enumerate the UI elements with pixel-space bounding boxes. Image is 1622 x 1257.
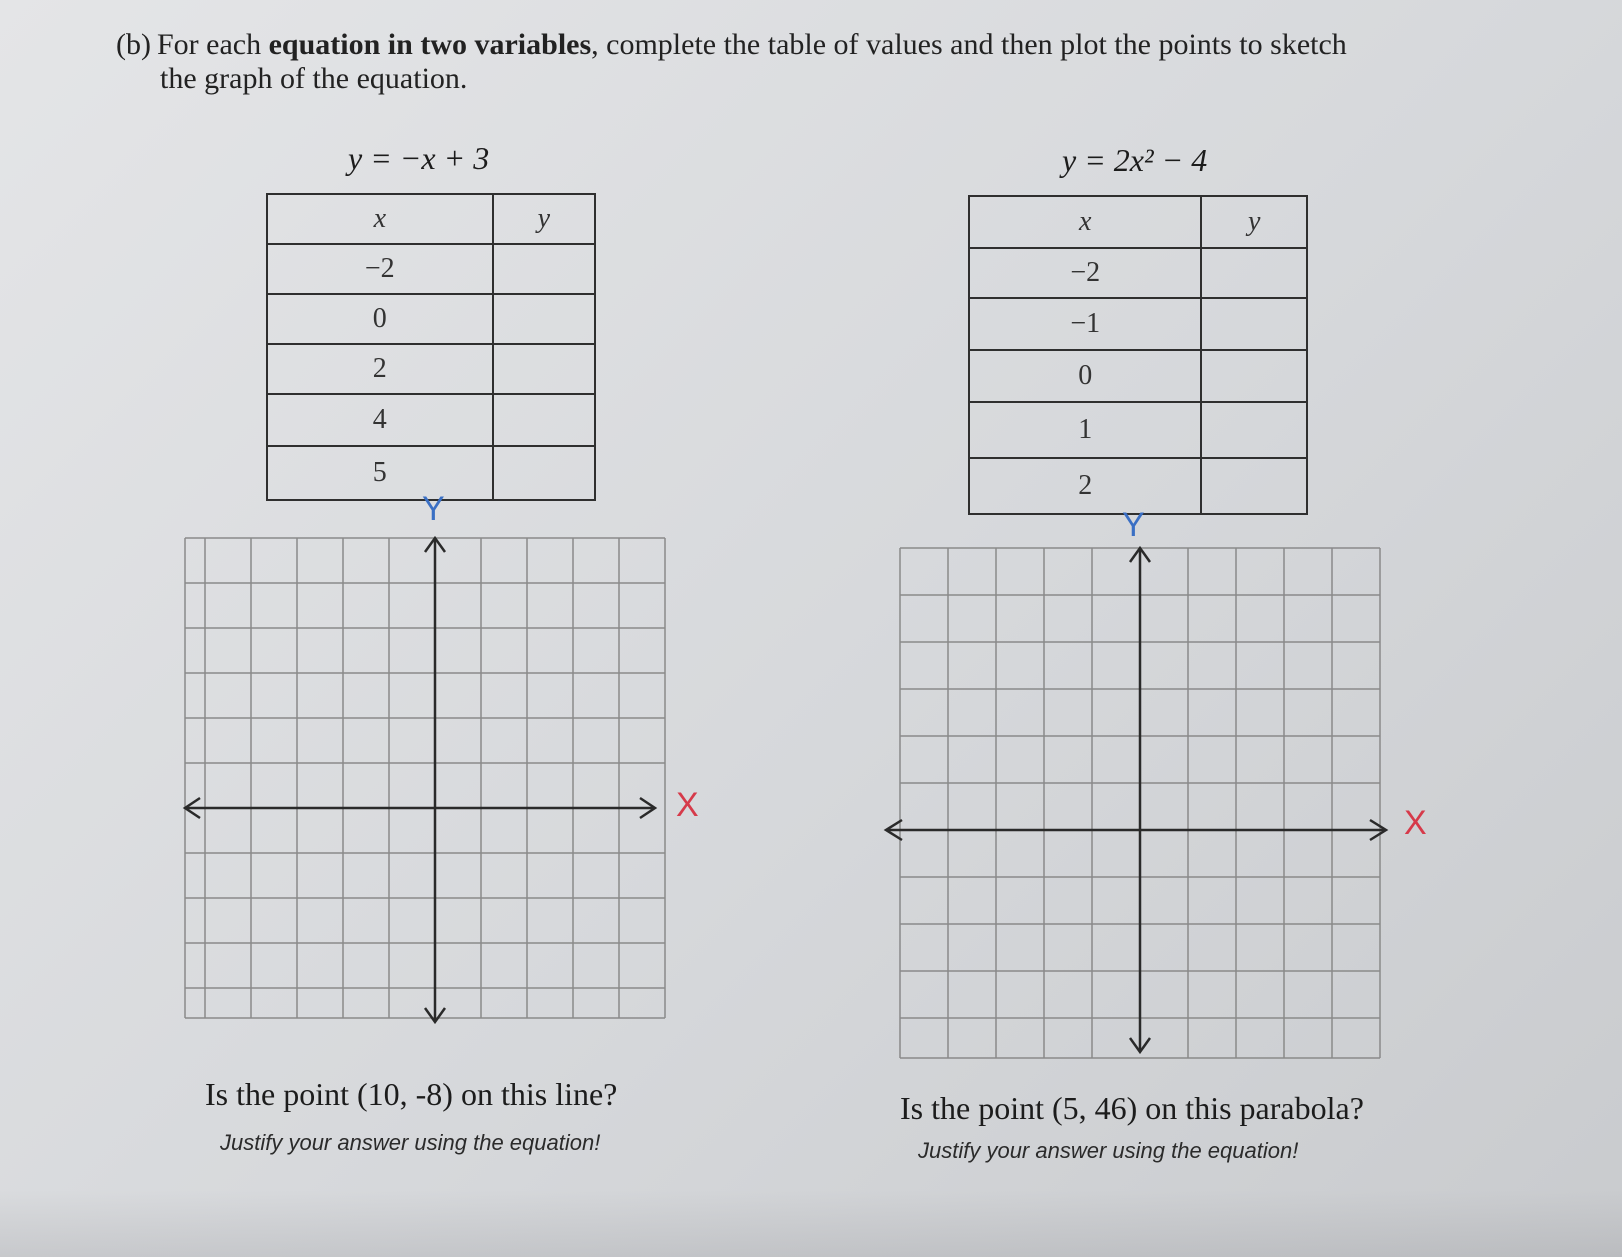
right-equation: y = 2x² − 4 (1062, 142, 1208, 178)
x-cell: 0 (267, 294, 493, 344)
axes (886, 548, 1386, 1052)
right-value-table (968, 195, 1308, 515)
left-justify: Justify your answer using the equation! (220, 1130, 601, 1155)
y-cell-blank[interactable] (1201, 248, 1307, 298)
x-cell: −1 (969, 298, 1201, 350)
right-x-axis-label: X (1404, 804, 1427, 842)
y-cell-blank[interactable] (1201, 350, 1307, 402)
axes (185, 538, 655, 1022)
x-cell: 1 (969, 402, 1201, 458)
table-row (267, 244, 595, 294)
instruction-end: , complete the table of values and then plot the points to sketch (591, 28, 1347, 61)
y-cell-blank[interactable] (1201, 402, 1307, 458)
table-row (969, 248, 1307, 298)
right-y-axis-label: Y (1122, 506, 1145, 544)
grid-lines (185, 538, 665, 1018)
header-y: y (493, 194, 595, 244)
table-row (969, 402, 1307, 458)
table-header-row (969, 196, 1307, 248)
table-row (969, 350, 1307, 402)
table-row (969, 298, 1307, 350)
instruction-bold: equation in two variables (268, 28, 592, 61)
left-coordinate-grid[interactable] (180, 530, 670, 1050)
y-cell-blank[interactable] (493, 244, 595, 294)
left-equation: y = −x + 3 (348, 140, 490, 176)
left-y-axis-label: Y (422, 490, 445, 528)
x-cell: 5 (267, 446, 493, 500)
header-x: x (267, 194, 493, 244)
header-y: y (1201, 196, 1307, 248)
x-cell: 2 (969, 458, 1201, 514)
instruction-start: For each (156, 28, 269, 61)
table-row (267, 344, 595, 394)
part-label: (b) (116, 28, 151, 61)
right-justify: Justify your answer using the equation! (918, 1138, 1299, 1163)
right-question: Is the point (5, 46) on this parabola? (900, 1090, 1364, 1126)
y-cell-blank[interactable] (1201, 298, 1307, 350)
x-cell: 0 (969, 350, 1201, 402)
header-x: x (969, 196, 1201, 248)
table-row (267, 394, 595, 446)
left-x-axis-label: X (676, 786, 699, 824)
y-cell-blank[interactable] (1201, 458, 1307, 514)
left-question: Is the point (10, -8) on this line? (205, 1076, 618, 1112)
y-cell-blank[interactable] (493, 394, 595, 446)
x-cell: −2 (969, 248, 1201, 298)
instruction-line2: the graph of the equation. (160, 62, 468, 95)
x-cell: −2 (267, 244, 493, 294)
x-cell: 4 (267, 394, 493, 446)
instruction-text (116, 28, 1456, 96)
x-cell: 2 (267, 344, 493, 394)
table-header-row (267, 194, 595, 244)
y-cell-blank[interactable] (493, 294, 595, 344)
y-cell-blank[interactable] (493, 344, 595, 394)
table-row (267, 294, 595, 344)
paper-shadow (0, 1190, 1622, 1257)
y-cell-blank[interactable] (493, 446, 595, 500)
right-coordinate-grid[interactable] (880, 540, 1400, 1070)
left-value-table (266, 193, 596, 501)
